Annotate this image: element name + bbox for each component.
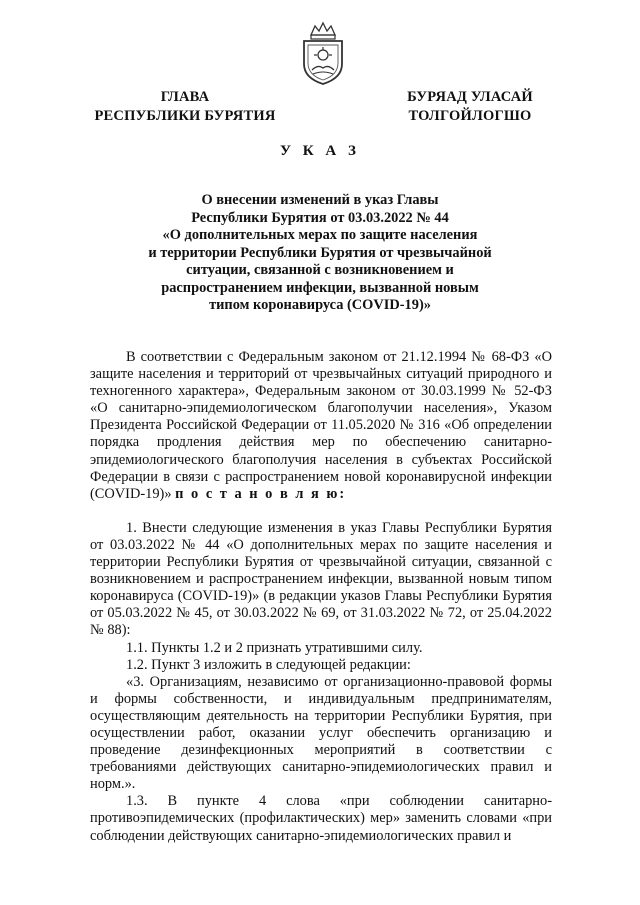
issuer-russian-line2: РЕСПУБЛИКИ БУРЯТИЯ [94, 108, 276, 124]
paragraph-1: 1. Внести следующие изменения в указ Главы Республики Бурятия от 03.03.2022 № 44 «О дополнительных мерах по защите населения и территории Республики Бурятия от чрезвычайной ситуации, связанной с возникновением и распространением инфекции, вызванной новым типом коронавируса (COVID-19)» (в редакции указов Главы Республики Бурятия от 05.03.2022 № 45, от 30.03.2022 № 69, от 31.03.2022 № 72, от 25.04.2022 № 88): [90, 519, 552, 639]
subject-line: типом коронавируса (COVID-19)» [209, 297, 431, 313]
subject-line: Республики Бурятия от 03.03.2022 № 44 [191, 209, 449, 226]
subject-line: О внесении изменений в указ Главы [201, 192, 439, 208]
paragraph-1-1: 1.1. Пункты 1.2 и 2 признать утратившими силу. [126, 639, 423, 656]
subject-line: «О дополнительных мерах по защите населения [162, 227, 478, 243]
preamble-text: В соответствии с Федеральным законом от 21.12.1994 № 68-ФЗ «О защите населения и территорий от чрезвычайных ситуаций природного и техногенного характера», Федеральным законом от 30.03.1999 № 52-ФЗ «О санитарно-эпидемиологическом благополучии населения», Указом Президента Российской Федерации от 11.05.2020 № 316 «Об определении порядка продления действия мер по обеспечению санитарно-эпидемиологического благополучия населения в субъектах Российской Федерации в связи с распространением новой коронавирусной инфекции (COVID-19)» [90, 349, 552, 502]
issuer-buryat [370, 88, 570, 126]
decree-word: п о с т а н о в л я ю: [175, 485, 347, 502]
paragraph-1-2: 1.2. Пункт 3 изложить в следующей редакции: [126, 656, 411, 673]
preamble-paragraph [90, 349, 552, 503]
issuer-buryat-line1: БУРЯАД УЛАСАЙ [407, 89, 533, 105]
issuer-buryat-line2: ТОЛГОЙЛОГШО [408, 108, 532, 124]
decree-subject [130, 192, 510, 315]
issuer-russian-line1: ГЛАВА [160, 89, 210, 105]
subject-line: ситуации, связанной с возникновением и [186, 262, 454, 278]
paragraph-1-3: 1.3. В пункте 4 слова «при соблюдении санитарно-противоэпидемических (профилактических) мер» заменить словами «при соблюдении действующих санитарно-эпидемиологических правил и [90, 793, 552, 844]
decree-body [90, 349, 552, 845]
subject-line: и территории Республики Бурятия от чрезвычайной [148, 244, 492, 261]
document-type: У К А З [280, 143, 360, 159]
subject-line: распространением инфекции, вызванной новым [161, 279, 479, 296]
quoted-paragraph-3: «3. Организациям, независимо от организационно-правовой формы и формы собственности, и индивидуальным предпринимателям, осуществляющим деятельность на территории Республики Бурятия, при осуществлении работ, оказании услуг обеспечить организацию и проведение дезинфекционных мероприятий в соответствии с требованиями действующих санитарно-эпидемиологических правил и норм.». [90, 673, 552, 793]
coat-of-arms-icon [298, 20, 348, 86]
issuer-russian [85, 88, 285, 126]
